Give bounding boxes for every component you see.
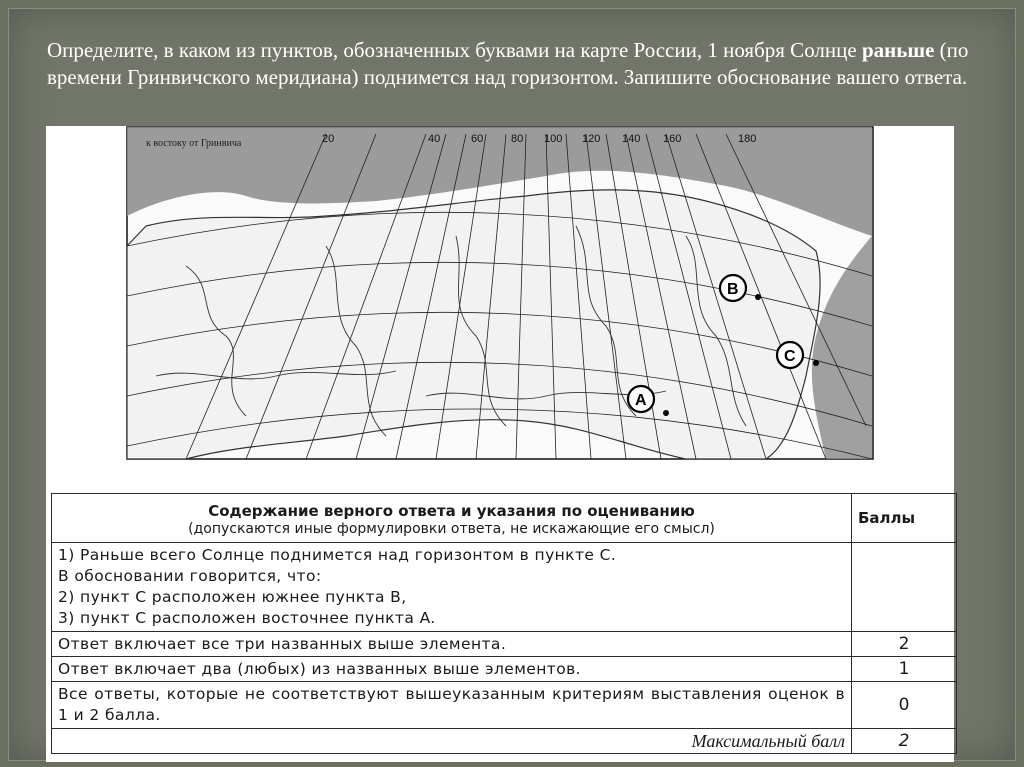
landmass [127,190,820,459]
criteria-text: Все ответы, которые не соответствуют вышеуказанным критериям выставления оценок в 1 и 2 балла. [52,682,852,729]
lon-label: 100 [544,133,563,145]
question-bold-word: раньше [861,38,935,62]
lon-label: 20 [322,133,335,145]
lon-label: 40 [428,133,441,145]
header-subtitle: (допускаются иные формулировки ответа, не искажающие его смысл) [188,521,715,537]
svg-text:B: B [727,281,739,298]
answer-line: 2) пункт C расположен южнее пункта B, [58,588,407,606]
criteria-row [52,657,957,682]
answer-line: В обосновании говорится, что: [58,567,322,585]
criteria-row [52,682,957,729]
russia-map [126,126,874,460]
header-score-cell: Баллы [852,494,957,543]
max-score-label: Максимальный балл [52,729,852,754]
map-caption: к востоку от Гринвича [146,138,242,149]
answer-row [52,543,957,632]
lon-label: 60 [471,133,484,145]
document-paper [46,126,954,762]
question-part1: Определите, в каком из пунктов, обозначенных буквами на карте России, 1 ноября Солнце [47,38,862,62]
question-part2: (по времени Гринвичского меридиана) поднимется над горизонтом. Запишите обоснование вашего ответа. [47,38,969,89]
criteria-row [52,632,957,657]
header-title: Содержание верного ответа и указания по оцениванию [208,502,695,520]
svg-text:C: C [784,348,796,365]
header-content-cell [52,494,852,543]
svg-text:A: A [635,392,647,409]
criteria-score: 0 [852,682,957,729]
criteria-text: Ответ включает все три названных выше элемента. [52,632,852,657]
lon-label: 160 [663,133,682,145]
max-score-row [52,729,957,754]
table-header-row [52,494,957,543]
criteria-score: 2 [852,632,957,657]
lon-label: 80 [511,133,524,145]
lon-label: 140 [622,133,641,145]
question-text [47,37,997,91]
answer-line: 3) пункт C расположен восточнее пункта A. [58,609,436,627]
grading-table [51,493,957,754]
criteria-text: Ответ включает два (любых) из названных выше элементов. [52,657,852,682]
answer-line: 1) Раньше всего Солнце поднимется над горизонтом в пункте C. [58,546,617,564]
criteria-score: 1 [852,657,957,682]
answer-score-cell [852,543,957,632]
lon-label: 180 [738,133,757,145]
max-score-value: 2 [852,729,957,754]
answer-cell [52,543,852,632]
lon-label: 120 [582,133,601,145]
